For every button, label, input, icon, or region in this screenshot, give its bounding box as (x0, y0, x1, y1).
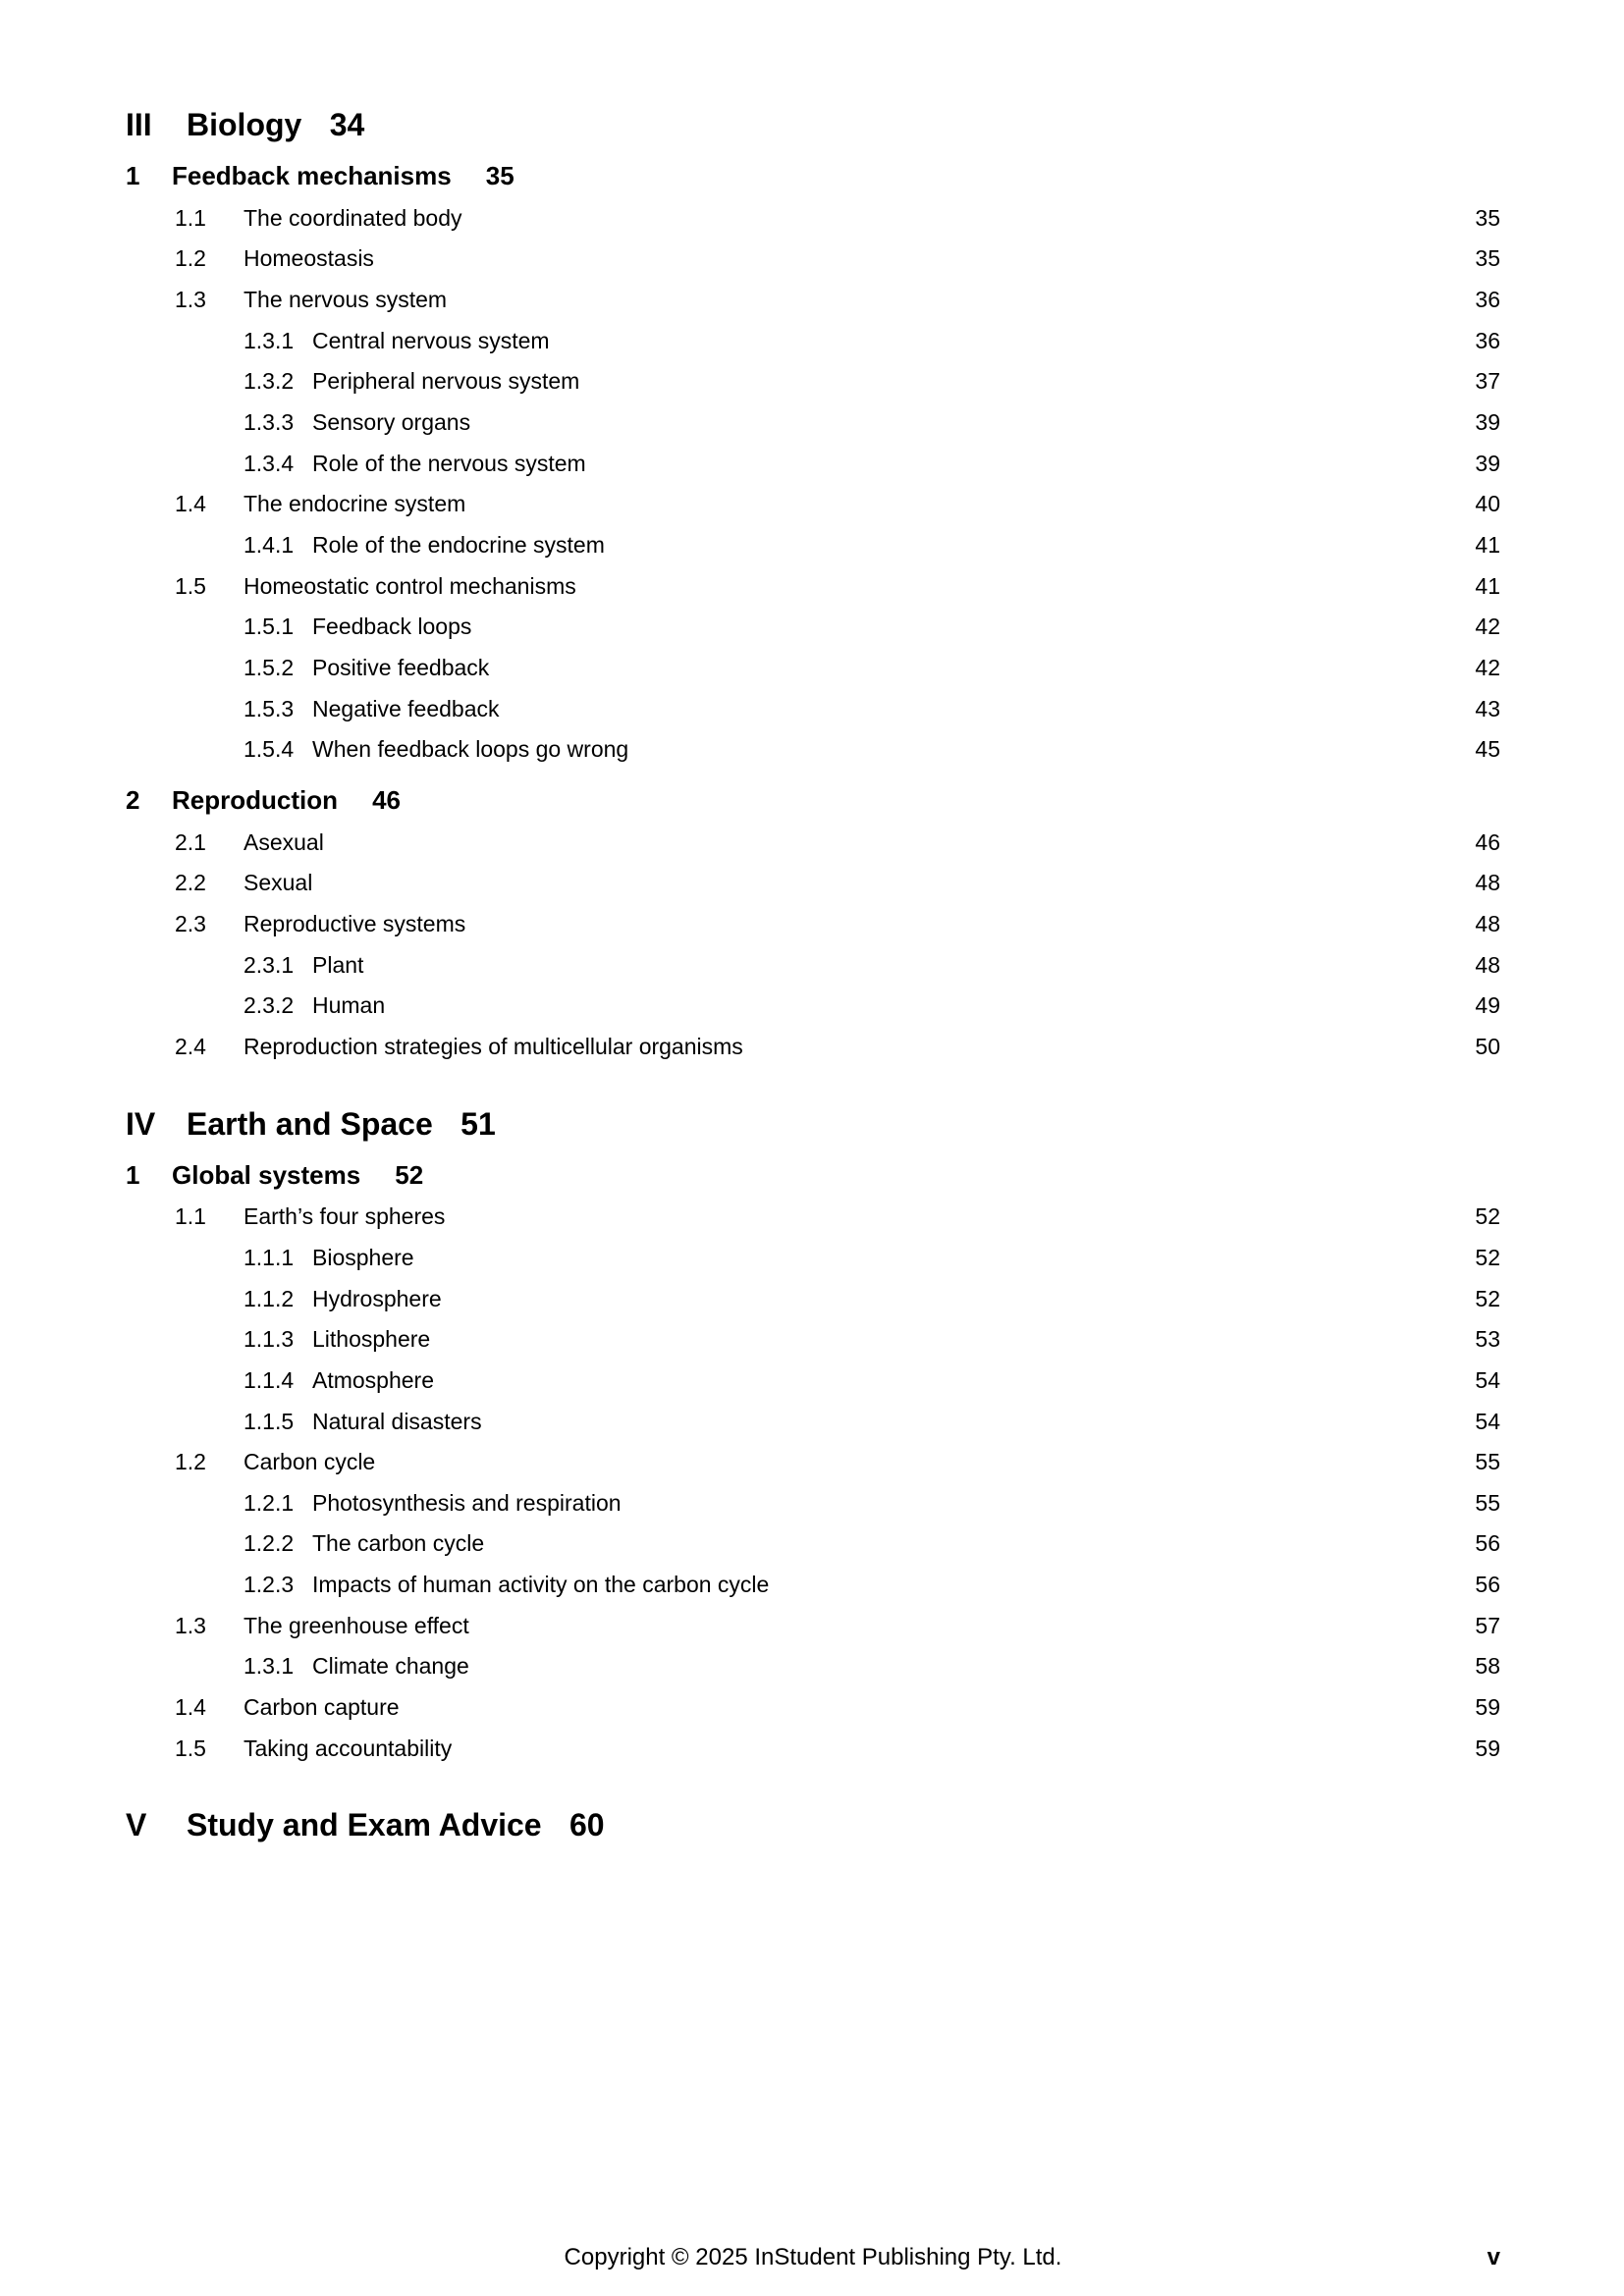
dot-leader (638, 734, 1437, 757)
dot-leader (475, 909, 1437, 932)
entry-page: 48 (1475, 951, 1500, 978)
toc-section-entry (126, 1027, 1500, 1068)
entry-title: Role of the nervous system (312, 450, 586, 476)
dot-leader (631, 1488, 1437, 1511)
dot-leader (395, 990, 1437, 1013)
entry-number: 1.1.3 (244, 1326, 295, 1353)
entry-title: Taking accountability (244, 1735, 453, 1761)
dot-leader (779, 1570, 1437, 1592)
toc-section-entry (126, 1729, 1500, 1770)
dot-leader (385, 1447, 1437, 1469)
entry-page: 34 (329, 107, 365, 142)
toc-subsection-entry (126, 1402, 1500, 1443)
entry-number: 1 (126, 161, 140, 190)
entry-number: III (126, 107, 152, 142)
entry-number: 1.2.1 (244, 1489, 295, 1516)
entry-page: 55 (1475, 1489, 1500, 1516)
dot-leader (510, 694, 1437, 717)
page-footer (126, 2241, 1500, 2274)
entry-number: 1.4 (175, 491, 206, 517)
entry-page: 43 (1475, 695, 1500, 721)
entry-page: 60 (569, 1807, 605, 1843)
dot-leader (322, 868, 1437, 890)
entry-page: 52 (395, 1159, 424, 1190)
dot-leader (499, 653, 1437, 675)
toc (126, 0, 1500, 1846)
entry-page: 53 (1475, 1326, 1500, 1353)
entry-page: 35 (1475, 204, 1500, 231)
entry-number: 2.1 (175, 828, 206, 855)
toc-chapter-entry (126, 156, 1500, 197)
toc-section-entry (126, 863, 1500, 904)
entry-title: The coordinated body (244, 204, 462, 231)
toc-section-entry (126, 198, 1500, 240)
entry-number: 1.3.1 (244, 1653, 295, 1680)
toc-subsection-entry (126, 444, 1500, 485)
toc-subsection-entry (126, 402, 1500, 444)
dot-leader (461, 1734, 1437, 1756)
entry-number: 1.3 (175, 287, 206, 313)
entry-page: 54 (1475, 1366, 1500, 1393)
entry-title: Central nervous system (312, 327, 550, 353)
entry-number: 1.5 (175, 1735, 206, 1761)
dot-leader (492, 1407, 1437, 1429)
entry-number: 1.1.4 (244, 1366, 295, 1393)
entry-page: 41 (1475, 572, 1500, 599)
entry-page: 49 (1475, 992, 1500, 1019)
entry-title: Reproductive systems (244, 910, 466, 936)
entry-page: 52 (1475, 1244, 1500, 1270)
entry-title: Peripheral nervous system (312, 368, 580, 395)
entry-title: Biosphere (312, 1244, 414, 1270)
entry-number: 1.5.3 (244, 695, 295, 721)
entry-title: Carbon capture (244, 1694, 400, 1721)
entry-title: Homeostasis (244, 245, 374, 272)
toc-subsection-entry (126, 321, 1500, 362)
entry-page: 36 (1475, 327, 1500, 353)
toc-subsection-entry (126, 361, 1500, 402)
entry-title: Reproduction (172, 784, 338, 815)
toc-subsection-entry (126, 1238, 1500, 1279)
entry-number: 1.2 (175, 1449, 206, 1475)
entry-title: Natural disasters (312, 1408, 482, 1434)
entry-page: 48 (1475, 870, 1500, 896)
dot-leader (596, 449, 1437, 471)
entry-title: Feedback loops (312, 614, 472, 640)
toc-section-entry (126, 823, 1500, 864)
entry-number: 1.3.4 (244, 450, 295, 476)
toc-subsection-entry (126, 1361, 1500, 1402)
entry-title: The carbon cycle (312, 1530, 485, 1557)
entry-number: 2.4 (175, 1033, 206, 1059)
entry-number: IV (126, 1105, 156, 1142)
dot-leader (615, 530, 1437, 553)
entry-title: Earth and Space (187, 1105, 433, 1142)
entry-title: Role of the endocrine system (312, 531, 605, 558)
entry-number: 1.3 (175, 1612, 206, 1638)
entry-number: 1.2 (175, 245, 206, 272)
entry-page: 56 (1475, 1572, 1500, 1598)
entry-number: 1.3.1 (244, 327, 295, 353)
dot-leader (560, 326, 1437, 348)
entry-title: The endocrine system (244, 491, 466, 517)
entry-page: 42 (1475, 614, 1500, 640)
entry-page: 41 (1475, 531, 1500, 558)
entry-page: 37 (1475, 368, 1500, 395)
entry-number: 1.2.2 (244, 1530, 295, 1557)
entry-number: 1.3.2 (244, 368, 295, 395)
toc-section-entry (126, 566, 1500, 608)
dot-leader (479, 1611, 1437, 1633)
dot-leader (589, 366, 1437, 389)
toc-subsection-entry (126, 607, 1500, 648)
toc-section-entry (126, 904, 1500, 945)
entry-number: 1.1.1 (244, 1244, 295, 1270)
toc-section-entry (126, 239, 1500, 280)
entry-number: 1.1.5 (244, 1408, 295, 1434)
entry-number: 1.4.1 (244, 531, 295, 558)
entry-number: 1.5.2 (244, 654, 295, 680)
entry-page: 51 (460, 1105, 496, 1142)
toc-subsection-entry (126, 1565, 1500, 1606)
entry-title: Asexual (244, 828, 324, 855)
dot-leader (452, 1284, 1437, 1307)
entry-page: 56 (1475, 1530, 1500, 1557)
dot-leader (586, 571, 1437, 594)
entry-page: 58 (1475, 1653, 1500, 1680)
entry-title: Impacts of human activity on the carbon cycle (312, 1572, 770, 1598)
entry-number: 2.3 (175, 910, 206, 936)
toc-section-entry (126, 1606, 1500, 1647)
dot-leader (424, 1243, 1437, 1265)
toc-section-entry (126, 1442, 1500, 1483)
entry-number: 1.3.3 (244, 408, 295, 435)
entry-number: 1.1.2 (244, 1285, 295, 1311)
dot-leader (494, 1528, 1437, 1551)
entry-page: 59 (1475, 1694, 1500, 1721)
entry-title: Photosynthesis and respiration (312, 1489, 622, 1516)
entry-number: 2 (126, 784, 140, 815)
entry-number: 2.2 (175, 870, 206, 896)
entry-page: 39 (1475, 408, 1500, 435)
toc-subsection-entry (126, 1523, 1500, 1565)
toc-chapter-entry (126, 780, 1500, 822)
entry-number: 1.2.3 (244, 1572, 295, 1598)
dot-leader (334, 828, 1437, 850)
entry-page: 35 (485, 161, 514, 190)
dot-leader (753, 1032, 1437, 1054)
entry-title: Study and Exam Advice (187, 1807, 542, 1843)
dot-leader (472, 203, 1438, 226)
toc-section-entry (126, 1687, 1500, 1729)
toc-part-entry (126, 1102, 1500, 1146)
toc-section-entry (126, 484, 1500, 525)
entry-number: 1.5.4 (244, 736, 295, 763)
dot-leader (440, 1324, 1437, 1347)
entry-number: 1.5.1 (244, 614, 295, 640)
entry-page: 36 (1475, 287, 1500, 313)
entry-page: 40 (1475, 491, 1500, 517)
entry-number: 1.1 (175, 1203, 206, 1230)
entry-number: V (126, 1807, 147, 1843)
toc-subsection-entry (126, 729, 1500, 771)
entry-title: Plant (312, 951, 364, 978)
entry-title: Hydrosphere (312, 1285, 442, 1311)
entry-title: Homeostatic control mechanisms (244, 572, 576, 599)
entry-title: Lithosphere (312, 1326, 431, 1353)
dot-leader (409, 1692, 1437, 1715)
entry-title: Climate change (312, 1653, 469, 1680)
entry-title: Atmosphere (312, 1366, 435, 1393)
entry-page: 59 (1475, 1735, 1500, 1761)
entry-title: Carbon cycle (244, 1449, 376, 1475)
dot-leader (457, 285, 1437, 307)
entry-page: 45 (1475, 736, 1500, 763)
dot-leader (480, 407, 1437, 430)
dot-leader (373, 950, 1437, 973)
entry-number: 1.5 (175, 572, 206, 599)
entry-title: Sexual (244, 870, 313, 896)
entry-title: Sensory organs (312, 408, 471, 435)
entry-page: 57 (1475, 1612, 1500, 1638)
dot-leader (475, 489, 1437, 511)
entry-page: 46 (372, 784, 401, 815)
entry-page: 55 (1475, 1449, 1500, 1475)
dot-leader (455, 1201, 1437, 1224)
toc-part-entry (126, 1803, 1500, 1846)
entry-page: 46 (1475, 828, 1500, 855)
toc-chapter-entry (126, 1155, 1500, 1197)
page-number: v (1487, 2244, 1500, 2270)
toc-section-entry (126, 1197, 1500, 1238)
entry-title: When feedback loops go wrong (312, 736, 629, 763)
toc-subsection-entry (126, 648, 1500, 689)
toc-section-entry (126, 280, 1500, 321)
entry-title: Feedback mechanisms (172, 161, 452, 190)
entry-title: Negative feedback (312, 695, 500, 721)
dot-leader (444, 1365, 1437, 1388)
toc-subsection-entry (126, 945, 1500, 987)
entry-page: 50 (1475, 1033, 1500, 1059)
dot-leader (481, 612, 1437, 634)
toc-subsection-entry (126, 689, 1500, 730)
entry-page: 52 (1475, 1285, 1500, 1311)
entry-title: Human (312, 992, 386, 1019)
dot-leader (479, 1651, 1437, 1674)
entry-number: 1 (126, 1159, 140, 1190)
copyright-text: Copyright © 2025 InStudent Publishing Pty. Ltd. (564, 2244, 1062, 2270)
dot-leader (384, 243, 1437, 266)
entry-number: 2.3.1 (244, 951, 295, 978)
entry-title: Reproduction strategies of multicellular organisms (244, 1033, 743, 1059)
entry-page: 52 (1475, 1203, 1500, 1230)
entry-page: 54 (1475, 1408, 1500, 1434)
entry-number: 1.4 (175, 1694, 206, 1721)
entry-title: The nervous system (244, 287, 448, 313)
toc-subsection-entry (126, 1483, 1500, 1524)
entry-number: 1.1 (175, 204, 206, 231)
toc-part-entry (126, 103, 1500, 146)
entry-title: Earth’s four spheres (244, 1203, 446, 1230)
toc-subsection-entry (126, 1279, 1500, 1320)
entry-page: 35 (1475, 245, 1500, 272)
toc-subsection-entry (126, 986, 1500, 1027)
entry-page: 42 (1475, 654, 1500, 680)
entry-page: 39 (1475, 450, 1500, 476)
entry-page: 48 (1475, 910, 1500, 936)
toc-subsection-entry (126, 1319, 1500, 1361)
entry-title: The greenhouse effect (244, 1612, 469, 1638)
entry-number: 2.3.2 (244, 992, 295, 1019)
toc-subsection-entry (126, 1646, 1500, 1687)
entry-title: Global systems (172, 1159, 361, 1190)
toc-subsection-entry (126, 525, 1500, 566)
entry-title: Positive feedback (312, 654, 490, 680)
entry-title: Biology (187, 107, 302, 142)
